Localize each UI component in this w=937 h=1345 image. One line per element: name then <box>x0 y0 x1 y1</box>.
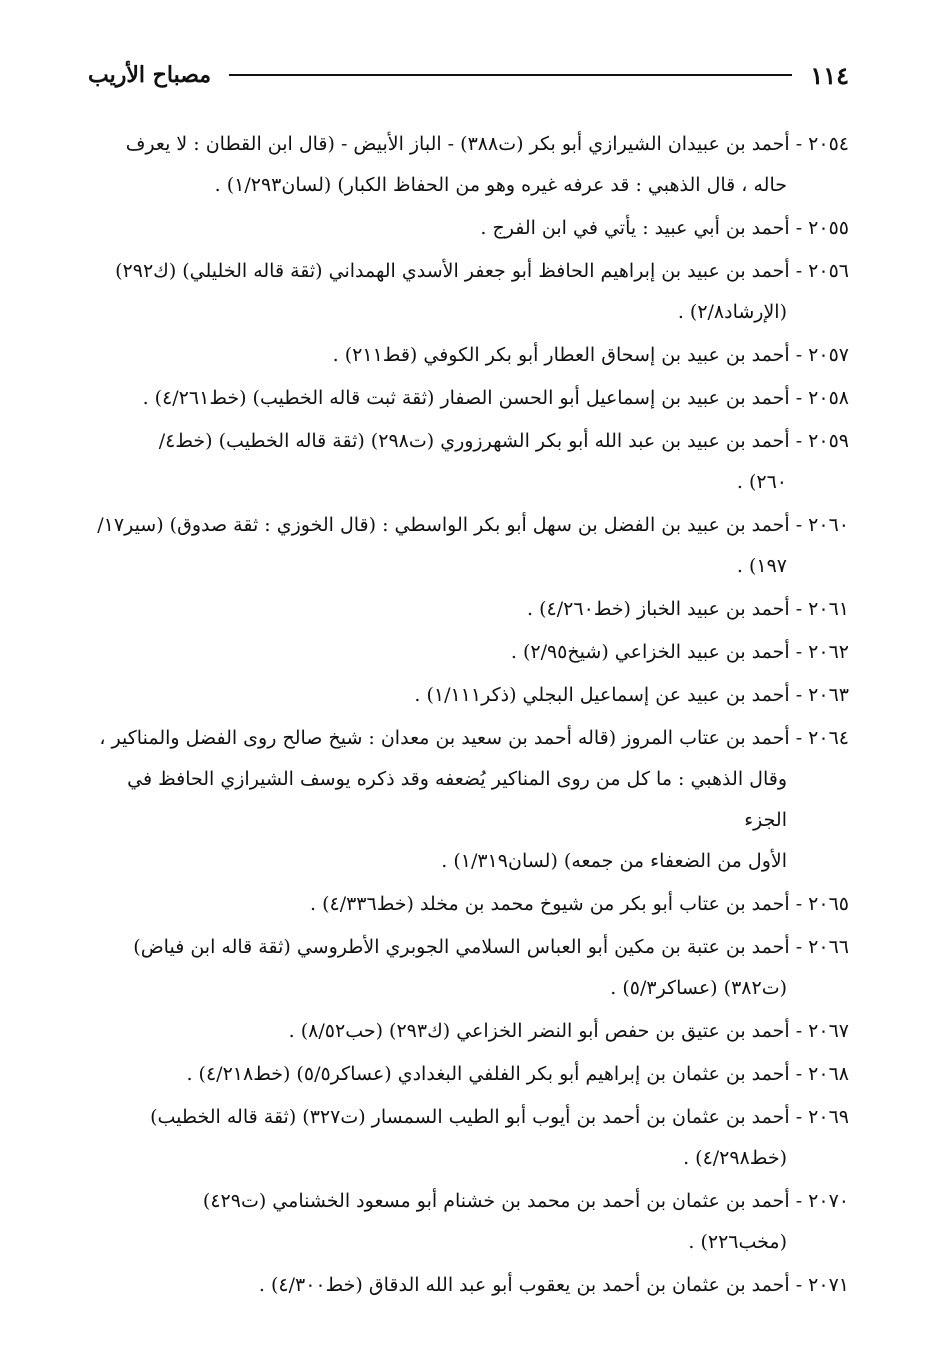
running-title: مصباح الأريب <box>88 62 212 88</box>
entry-2056 <box>89 251 849 333</box>
header-rule <box>229 74 792 76</box>
entry-line: ٢٠٧١ - أحمد بن عثمان بن أحمد بن يعقوب أبو عبد الله الدقاق (خط٤/٣٠٠) . <box>258 1274 849 1296</box>
entry-line: ٢٠٥٥ - أحمد بن أبي عبيد : يأتي في ابن الفرج . <box>480 217 849 239</box>
entry-line: ٢٠٦٣ - أحمد بن عبيد عن إسماعيل البجلي (ذكر١/١١١) . <box>414 684 849 706</box>
entry-line: ٢٠٥٦ - أحمد بن عبيد بن إبراهيم الحافظ أبو جعفر الأسدي الهمداني (ثقة قاله الخليلي) (ك٢٩٢) <box>115 260 849 282</box>
entry-continuation: حاله ، قال الذهبي : قد عرفه غيره وهو من الحفاظ الكبار) (لسان١/٢٩٣) . <box>214 174 787 196</box>
entry-continuation: (الإرشاد٢/٨) . <box>677 301 787 323</box>
entry-line: ٢٠٦١ - أحمد بن عبيد الخباز (خط٤/٢٦٠) . <box>527 598 849 620</box>
entry-line: ٢٠٦٢ - أحمد بن عبيد الخزاعي (شيخ٢/٩٥) . <box>510 641 849 663</box>
entry-line: ٢٠٥٧ - أحمد بن عبيد بن إسحاق العطار أبو بكر الكوفي (قط٢١١) . <box>332 344 849 366</box>
entry-continuation: (ت٣٨٢) (عساكر٥/٣) . <box>610 977 787 999</box>
entry-2068 <box>89 1054 849 1095</box>
entry-2071 <box>89 1265 849 1306</box>
entry-line: ٢٠٥٤ - أحمد بن عبيدان الشيرازي أبو بكر (ت٣٨٨) - الباز الأبيض - (قال ابن القطان : لا يعرف <box>125 133 849 155</box>
page-number: ١١٤ <box>810 60 849 90</box>
entry-2069 <box>89 1097 849 1179</box>
entry-2059 <box>89 421 849 503</box>
entry-2062 <box>89 632 849 673</box>
entry-2063 <box>89 675 849 716</box>
entry-2055 <box>89 208 849 249</box>
entry-2066 <box>89 927 849 1009</box>
entry-line: ٢٠٥٨ - أحمد بن عبيد بن إسماعيل أبو الحسن الصفار (ثقة ثبت قاله الخطيب) (خط٤/٢٦١) . <box>142 387 849 409</box>
entry-continuation: (مخب٢٢٦) . <box>688 1231 787 1253</box>
entry-line: ٢٠٦٨ - أحمد بن عثمان بن إبراهيم أبو بكر الفلفي البغدادي (عساكر٥/٥) (خط٤/٢١٨) . <box>186 1063 849 1085</box>
entry-continuation: ٢٦٠) . <box>736 471 787 493</box>
entry-line: ٢٠٦٩ - أحمد بن عثمان بن أحمد بن أيوب أبو الطيب السمسار (ت٣٢٧) (ثقة قاله الخطيب) <box>150 1106 849 1128</box>
entry-continuation: (خط٤/٢٩٨) . <box>683 1147 787 1169</box>
entry-continuation: وقال الذهبي : ما كل من روى المناكير يُضعفه وقد ذكره يوسف الشيرازي الحافظ في الجزء <box>127 768 787 831</box>
entry-line: ٢٠٦٧ - أحمد بن عتيق بن حفص أبو النضر الخزاعي (ك٢٩٣) (حب٨/٥٢) . <box>288 1020 849 1042</box>
entry-2065 <box>89 884 849 925</box>
entry-2070 <box>89 1181 849 1263</box>
entry-line: ٢٠٧٠ - أحمد بن عثمان بن أحمد بن محمد بن خشنام أبو مسعود الخشنامي (ت٤٢٩) <box>202 1190 849 1212</box>
page-header <box>88 58 849 92</box>
entry-continuation: ١٩٧) . <box>736 555 787 577</box>
entries-list <box>89 124 849 1308</box>
entry-continuation: الأول من الضعفاء من جمعه) (لسان١/٣١٩) . <box>441 850 787 872</box>
entry-2060 <box>89 505 849 587</box>
entry-line: ٢٠٥٩ - أحمد بن عبيد بن عبد الله أبو بكر الشهرزوري (ت٢٩٨) (ثقة قاله الخطيب) (خط٤/ <box>158 430 849 452</box>
entry-2058 <box>89 378 849 419</box>
entry-line: ٢٠٦٠ - أحمد بن عبيد بن الفضل بن سهل أبو بكر الواسطي : (قال الخوزي : ثقة صدوق) (سير١٧/ <box>97 514 849 536</box>
entry-line: ٢٠٦٥ - أحمد بن عتاب أبو بكر من شيوخ محمد بن مخلد (خط٤/٣٣٦) . <box>309 893 849 915</box>
entry-2054 <box>89 124 849 206</box>
entry-line: ٢٠٦٦ - أحمد بن عتبة بن مكين أبو العباس السلامي الجوبري الأطروسي (ثقة قاله ابن فياض) <box>133 936 849 958</box>
entry-2064 <box>89 718 849 882</box>
entry-2057 <box>89 335 849 376</box>
entry-2067 <box>89 1011 849 1052</box>
entry-line: ٢٠٦٤ - أحمد بن عتاب المروز (قاله أحمد بن سعيد بن معدان : شيخ صالح روى الفضل والمناكير ، <box>99 727 849 749</box>
entry-2061 <box>89 589 849 630</box>
